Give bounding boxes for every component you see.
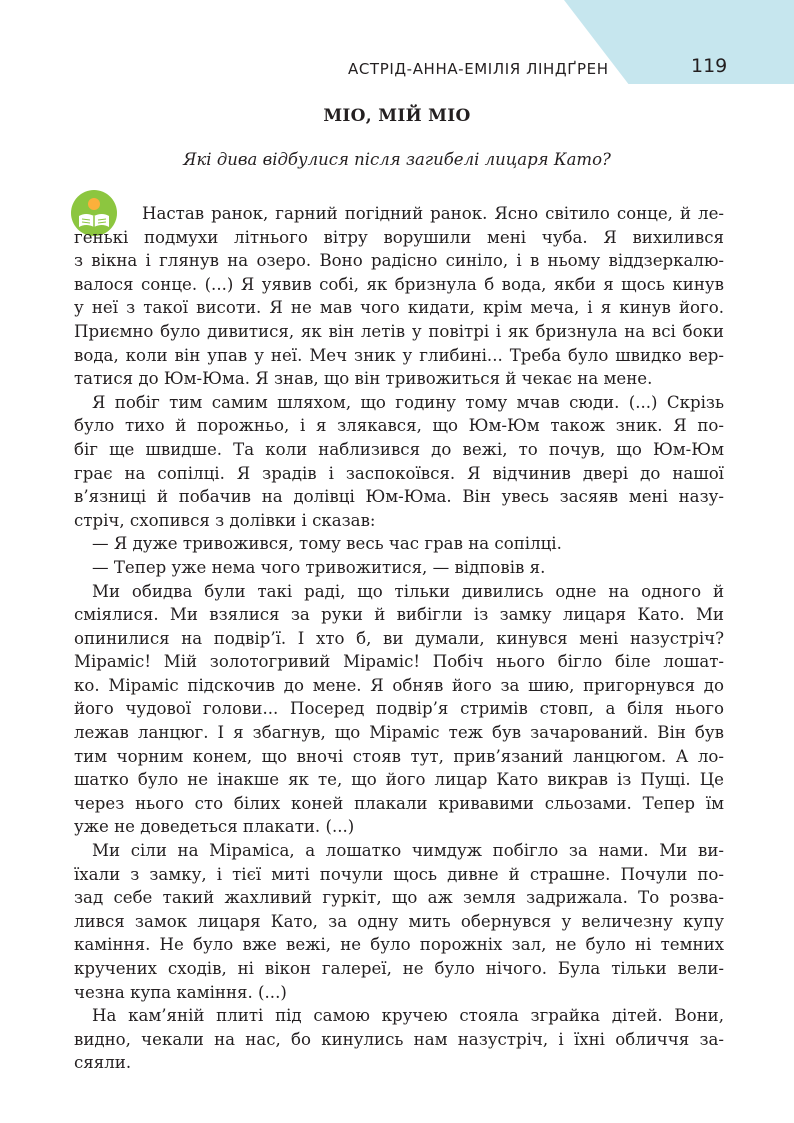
text-line: в’язниці й побачив на долівці Юм-Юма. Він увесь засяяв мені назу- xyxy=(74,487,724,507)
text-line: Ми сіли на Міраміса, а лошатко чимдуж побігло за нами. Ми ви- xyxy=(92,841,724,861)
text-line: лежав ланцюг. І я збагнув, що Міраміс теж був зачарований. Він був xyxy=(74,723,724,743)
text-line: Я побіг тим самим шляхом, що годину тому мчав сюди. (...) Скрізь xyxy=(92,392,724,412)
text-line: грає на сопілці. Я зрадів і заспокоївся. Я відчинив двері до нашої xyxy=(74,463,724,483)
text-line: Ми обидва були такі раді, що тільки дивились одне на одного й xyxy=(92,581,724,601)
text-line: через нього сто білих коней плакали кривавими сльозами. Тепер їм xyxy=(74,793,724,813)
dialogue-line: — Тепер уже нема чого тривожитися, — відповів я. xyxy=(92,557,546,577)
text-line: опинилися на подвір’ї. І хто б, ви думали, кинувся мені назустріч? xyxy=(74,628,724,648)
text-line: Настав ранок, гарний погідний ранок. Ясно світило сонце, й ле- xyxy=(142,204,724,223)
text-line: стріч, схопився з долівки і сказав: xyxy=(74,510,376,530)
text-line: Приємно було дивитися, як він летів у повітрі і як бризнула на всі боки xyxy=(74,321,724,341)
text-line: ко. Міраміс підскочив до мене. Я обняв його за шию, пригорнувся до xyxy=(74,675,724,695)
text-line: зад себе такий жахливий гуркіт, що аж земля задрижала. То розва- xyxy=(74,888,724,908)
text-line: кручених сходів, ні вікон галереї, не було нічого. Була тільки вели- xyxy=(74,959,724,978)
text-line: у неї з такої висоти. Я не мав чого кидати, крім меча, і я кинув його. xyxy=(74,298,724,318)
text-line: каміння. Не було вже вежі, не було порожніх зал, не було ні темних xyxy=(74,935,724,955)
text-line: лився замок лицаря Като, за одну мить обернувся у величезну купу xyxy=(74,911,724,931)
text-line: сяяли. xyxy=(74,1053,132,1073)
text-line: його чудової голови... Посеред подвір’я стримів стовп, а біля нього xyxy=(74,699,724,719)
text-line: було тихо й порожньо, і я злякався, що Юм-Юм також зник. Я по- xyxy=(74,416,724,436)
text-line: сміялися. Ми взялися за руки й вибігли із замку лицаря Като. Ми xyxy=(74,605,724,625)
text-line: з вікна і глянув на озеро. Воно радісно синіло, і в ньому віддзеркалю- xyxy=(74,251,724,271)
text-line: На кам’яній плиті під самою кручею стояла зграйка дітей. Вони, xyxy=(92,1006,724,1026)
story-text xyxy=(74,202,724,1075)
text-line: біг ще швидше. Та коли наблизився до вежі, то почув, що Юм-Юм xyxy=(74,439,724,459)
text-line: їхали з замку, і тієї миті почули щось дивне й страшне. Почули по- xyxy=(74,864,724,884)
text-line: валося сонце. (...) Я уявив собі, як бризнула б вода, якби я щось кинув xyxy=(74,274,724,294)
guiding-question: Які дива відбулися після загибелі лицаря Като? xyxy=(183,150,611,169)
text-line: татися до Юм-Юма. Я знав, що він тривожиться й чекає на мене. xyxy=(74,369,653,389)
text-line: чезна купа каміння. (...) xyxy=(74,982,287,1002)
text-line: генькі подмухи літнього вітру ворушили мені чуба. Я вихилився xyxy=(74,227,724,247)
text-line: видно, чекали на нас, бо кинулись нам назустріч, і їхні обличчя за- xyxy=(74,1029,724,1049)
running-head-author: АСТРІД-АННА-ЕМІЛІЯ ЛІНДҐРЕН xyxy=(348,60,609,78)
dialogue-line: — Я дуже тривожився, тому весь час грав на сопілці. xyxy=(92,534,562,554)
text-line: вода, коли він упав у неї. Меч зник у глибині... Треба було швидко вер- xyxy=(74,345,724,365)
story-title: МІО, МІЙ МІО xyxy=(323,106,471,126)
text-line: тим чорним конем, що вночі стояв тут, прив’язаний ланцюгом. А ло- xyxy=(74,746,724,766)
page-number: 119 xyxy=(691,55,728,77)
text-line: Міраміс! Мій золотогривий Міраміс! Побіч нього бігло біле лошат- xyxy=(74,652,724,672)
text-line: уже не доведеться плакати. (...) xyxy=(74,817,355,837)
text-line: шатко було не інакше як те, що його лицар Като викрав із Пущі. Це xyxy=(74,770,724,790)
